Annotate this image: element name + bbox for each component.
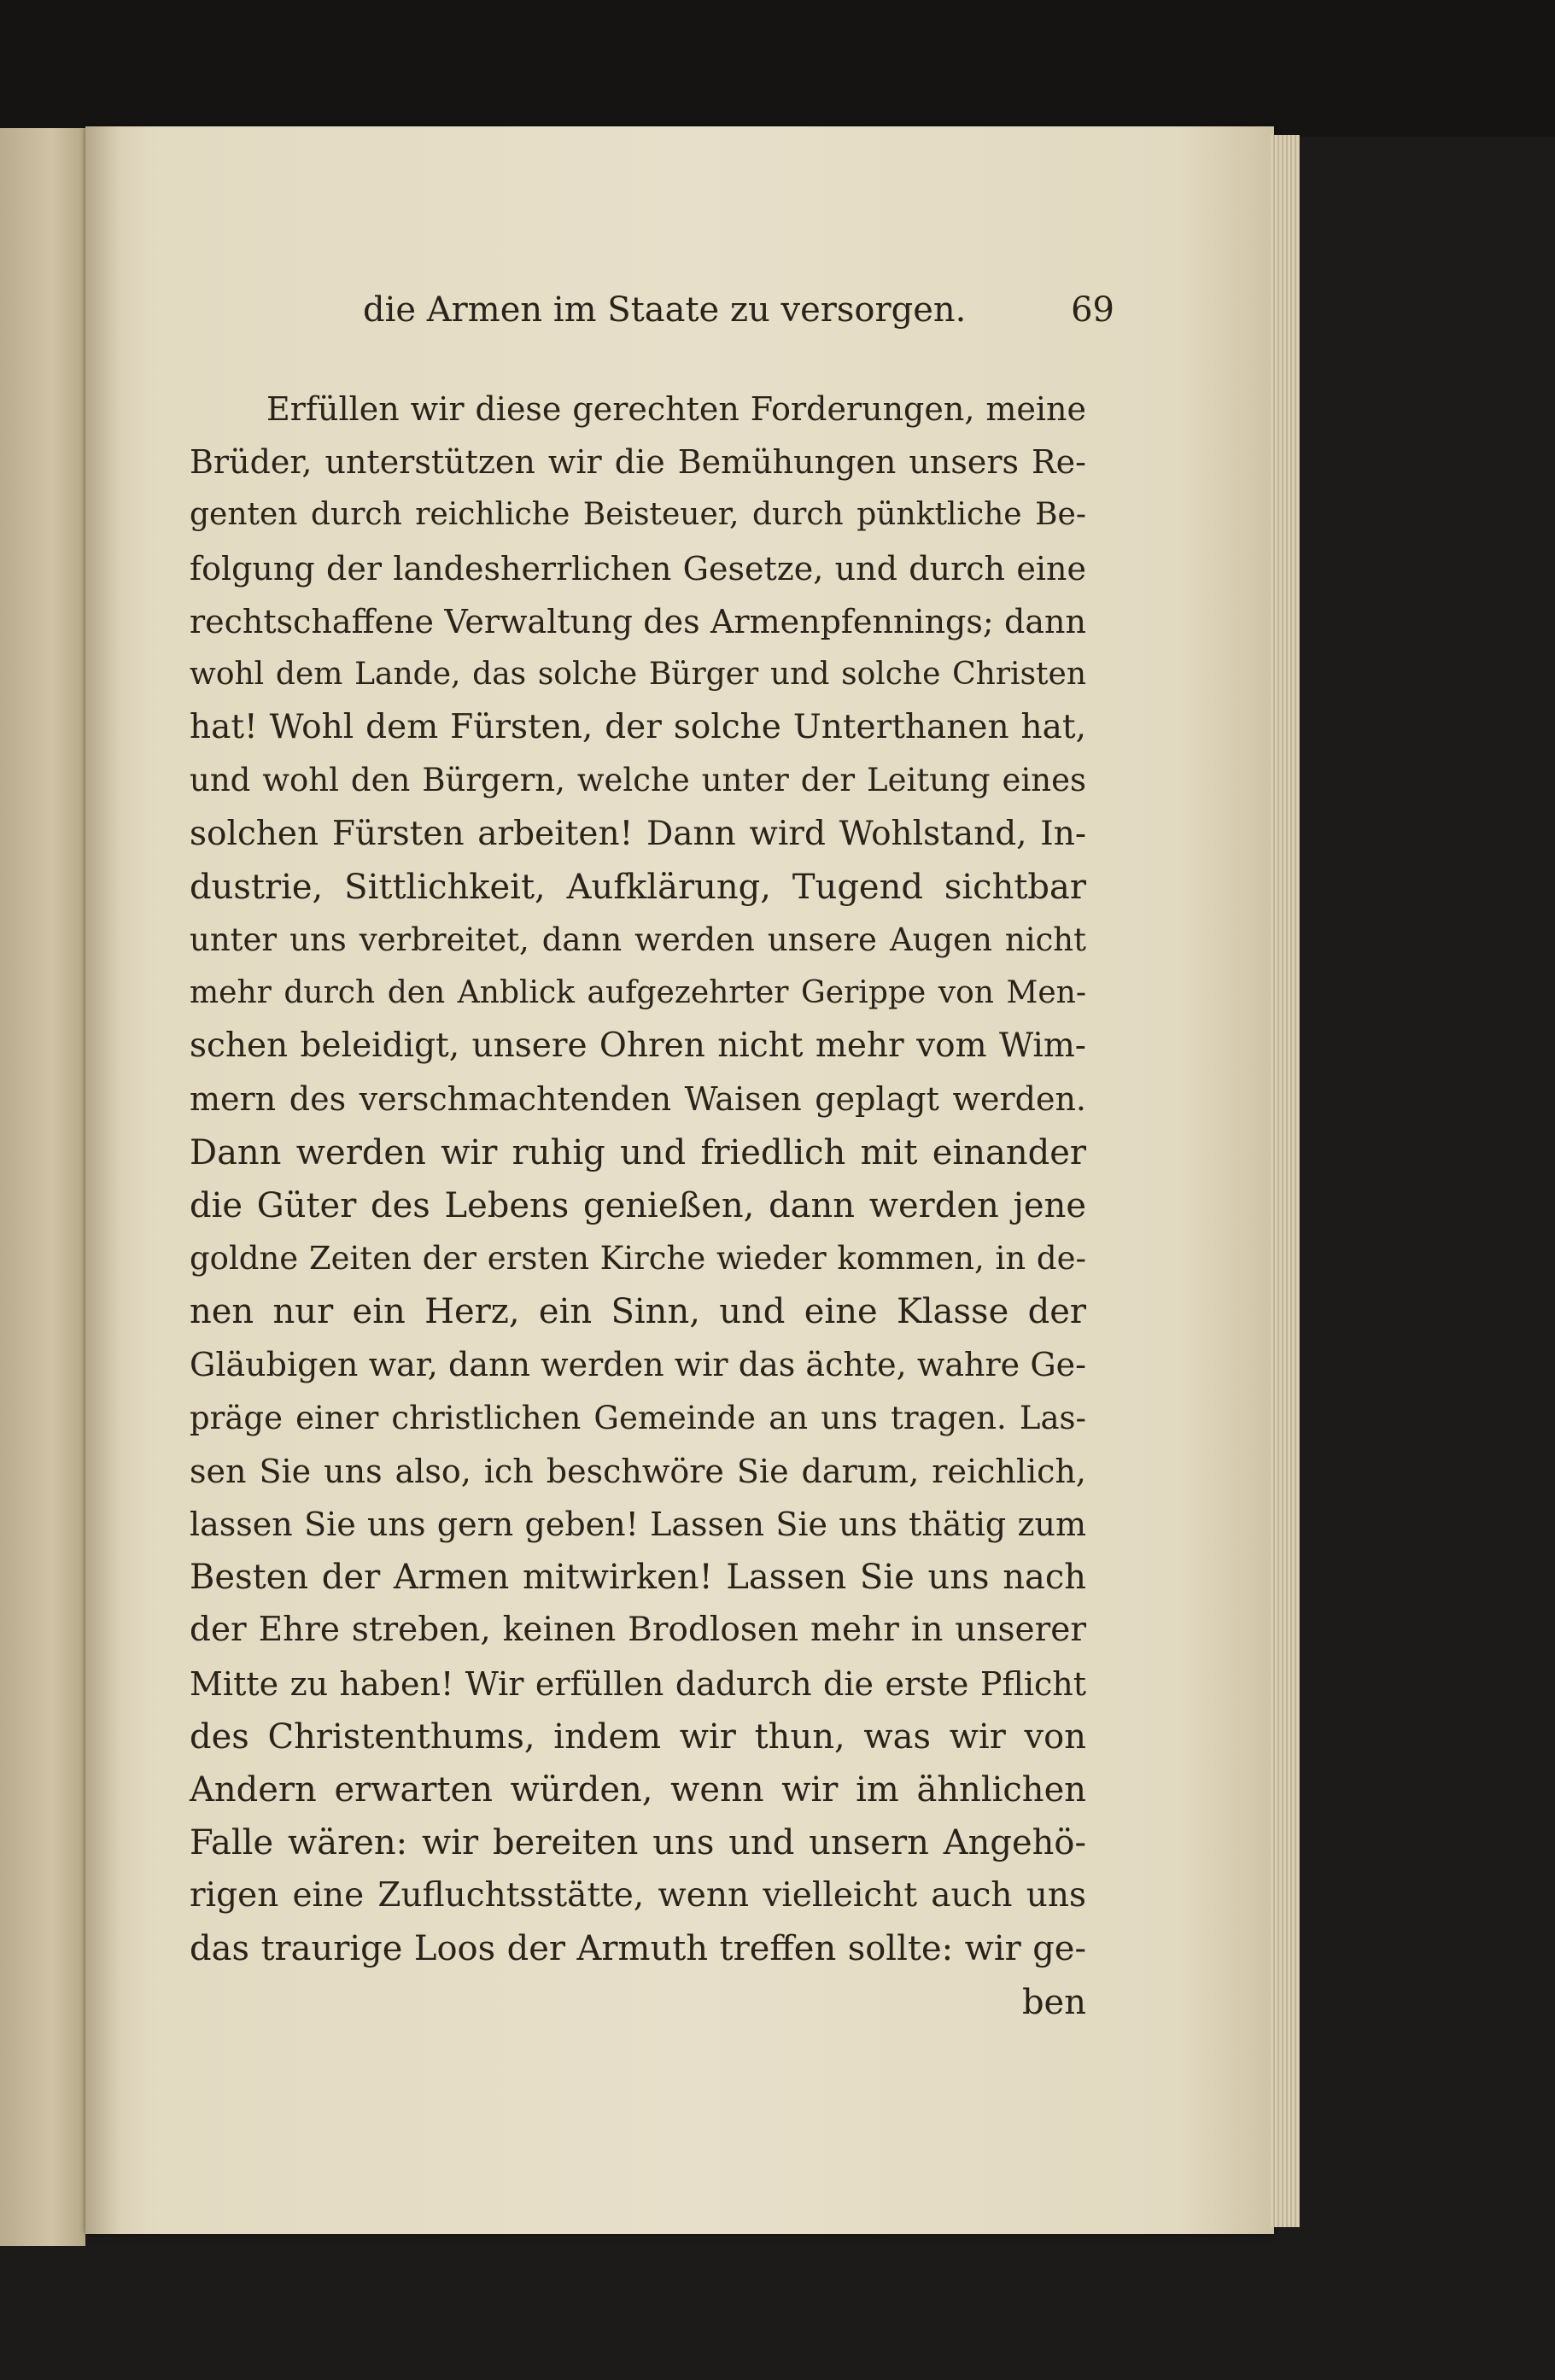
text-line: und wohl den Bürgern, welche unter der Leitung eines <box>190 762 1086 799</box>
text-line: Mitte zu haben! Wir erfüllen dadurch die erste Pflicht <box>190 1664 1086 1703</box>
text-line: des Christenthums, indem wir thun, was wir von <box>190 1716 1086 1757</box>
text-line: das traurige Loos der Armuth treffen sollte: wir ge- <box>190 1929 1086 1969</box>
text-line: lassen Sie uns gern geben! Lassen Sie uns thätig zum <box>190 1505 1086 1543</box>
text-line: sen Sie uns also, ich beschwöre Sie darum, reichlich, <box>190 1452 1086 1490</box>
text-line: der Ehre streben, keinen Brodlosen mehr in unserer <box>190 1611 1086 1650</box>
page-header <box>363 290 1114 342</box>
text-line: Besten der Armen mitwirken! Lassen Sie uns nach <box>190 1558 1086 1598</box>
text-line: die Güter des Lebens genießen, dann werden jene <box>190 1185 1086 1225</box>
text-line: mern des verschmachtenden Waisen geplagt werden. <box>190 1080 1086 1119</box>
text-line: folgung der landesherrlichen Gesetze, und durch eine <box>190 549 1086 588</box>
catchword: ben <box>1021 1982 1086 2022</box>
text-line: Dann werden wir ruhig und friedlich mit einander <box>190 1132 1086 1172</box>
running-title: die Armen im Staate zu versorgen. <box>363 290 967 330</box>
text-line: Andern erwarten würden, wenn wir im ähnlichen <box>190 1769 1086 1810</box>
body-text <box>190 383 1086 2029</box>
page-edges <box>1271 135 1300 2227</box>
text-line: nen nur ein Herz, ein Sinn, und eine Klasse der <box>190 1292 1086 1332</box>
page-number: 69 <box>1071 290 1114 330</box>
text-line: genten durch reichliche Beisteuer, durch pünktliche Be- <box>190 497 1086 533</box>
text-line: hat! Wohl dem Fürsten, der solche Unterthanen hat, <box>190 708 1086 747</box>
gutter-shadow <box>85 126 120 2234</box>
text-line: dustrie, Sittlichkeit, Aufklärung, Tugend sichtbar <box>190 867 1086 907</box>
text-line: mehr durch den Anblick aufgezehrter Gerippe von Men- <box>190 975 1086 1011</box>
text-line: Brüder, unterstützen wir die Bemühungen unsers Re- <box>190 443 1086 482</box>
text-line: wohl dem Lande, das solche Bürger und solche Christen <box>190 656 1086 692</box>
text-line: goldne Zeiten der ersten Kirche wieder kommen, in de- <box>190 1240 1086 1277</box>
text-line: Gläubigen war, dann werden wir das ächte, wahre Ge- <box>190 1346 1086 1384</box>
text-line: schen beleidigt, unsere Ohren nicht mehr vom Wim- <box>190 1026 1086 1066</box>
text-line: rigen eine Zufluchtsstätte, wenn vielleicht auch uns <box>190 1876 1086 1915</box>
left-page-edge <box>0 128 85 2246</box>
text-line: unter uns verbreitet, dann werden unsere Augen nicht <box>190 921 1086 958</box>
text-line: rechtschaffene Verwaltung des Armenpfennings; dann <box>190 602 1086 640</box>
text-line: solchen Fürsten arbeiten! Dann wird Wohlstand, In- <box>190 814 1086 853</box>
backdrop <box>0 0 1555 137</box>
text-line: präge einer christlichen Gemeinde an uns tragen. Las- <box>190 1399 1086 1436</box>
text-line: Erfüllen wir diese gerechten Forderungen, meine <box>266 390 1086 428</box>
text-line: Falle wären: wir bereiten uns und unsern Angehö- <box>190 1823 1086 1863</box>
